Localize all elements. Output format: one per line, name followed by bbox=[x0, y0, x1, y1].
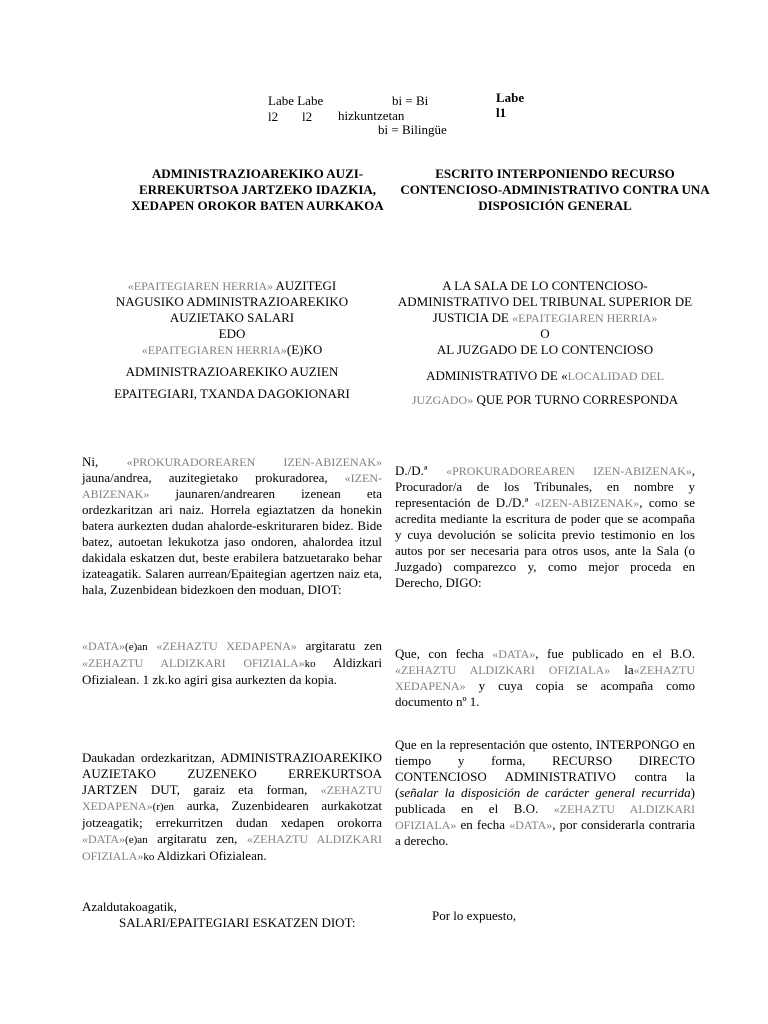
header-labe: Labe bbox=[496, 90, 525, 105]
template-field: LOCALIDAD DEL JUZGADO» bbox=[411, 369, 664, 407]
text: aurka, Zuzenbidearen aurkakotzat jotzeagatik; errekurritzen dudan xedapen orokorra bbox=[82, 798, 382, 830]
header-bi-bi: bi = Bi bbox=[392, 93, 429, 108]
text: , fue publicado en el B.O. bbox=[535, 646, 695, 661]
text: (e)an bbox=[125, 641, 148, 653]
left-closing-2: SALARI/EPAITEGIARI ESKATZEN DIOT: bbox=[119, 915, 356, 930]
text: , por considerarla contraria a derecho. bbox=[395, 817, 695, 848]
header-bi-bilingue: bi = Bilingüe bbox=[378, 122, 447, 137]
left-court-line5: ADMINISTRAZIOAREKIKO AUZIEN bbox=[125, 364, 339, 379]
text: ko bbox=[143, 851, 155, 863]
template-field: «DATA» bbox=[492, 647, 536, 661]
right-court-line2: AL JUZGADO DE LO CONTENCIOSO bbox=[436, 342, 654, 357]
left-court-line6: EPAITEGIARI, TXANDA DAGOKIONARI bbox=[114, 386, 350, 401]
right-title: ESCRITO INTERPONIENDO RECURSO CONTENCIOSO-ADMINISTRATIVO CONTRA UNA DISPOSICIÓN GENERAL bbox=[400, 166, 710, 213]
header-l2-b: l2 bbox=[302, 109, 313, 124]
template-field: «ZEHAZTU ALDIZKARI OFIZIALA» bbox=[395, 663, 611, 677]
template-field: «ZEHAZTU XEDAPENA» bbox=[82, 783, 382, 813]
right-court-o: O bbox=[540, 326, 550, 341]
template-field: «EPAITEGIAREN HERRIA» bbox=[127, 279, 274, 293]
text: ko bbox=[304, 658, 316, 670]
left-court-suffix: (E)KO bbox=[286, 342, 323, 357]
right-paragraph-1 bbox=[395, 463, 695, 591]
text: Que en la representación que ostento, INTERPONGO en tiempo y forma, RECURSO DIRECTO CONTENCIOSO ADMINISTRATIVO contra la ( bbox=[395, 737, 695, 800]
text: argitaratu zen bbox=[296, 638, 383, 653]
left-court-line2: NAGUSIKO ADMINISTRAZIOAREKIKO bbox=[115, 294, 349, 309]
right-court-line3 bbox=[395, 364, 695, 412]
text: ADMINISTRATIVO DE « bbox=[426, 368, 568, 383]
text: jaunaren/andrearen izenean eta ordezkaritzan ari naiz. Horrela egiaztatzen da honekin batera aurkezten dudan ahalorde-eskrituraren bidez. Bide batez, autoetan lekukotza jaso ondoren, ahalordea itzul dakidala eskatzen dut, beste erabilera batzuetarako behar izateagatik. Salaren aurrean/Epaitegian agertzen naiz eta, hala, Zuzenbidean bidezkoen den moduan, DIOT: bbox=[82, 486, 382, 597]
right-closing: Por lo expuesto, bbox=[432, 908, 517, 923]
template-field: «ZEHAZTU ALDIZKARI OFIZIALA» bbox=[82, 832, 382, 863]
template-field: «ZEHAZTU ALDIZKARI OFIZIALA» bbox=[82, 656, 305, 670]
text: (r)en bbox=[152, 801, 175, 813]
template-field: «ZEHAZTU ALDIZKARI OFIZIALA» bbox=[395, 802, 695, 832]
text: Que, con fecha bbox=[395, 646, 493, 661]
header-l2-a: l2 bbox=[268, 109, 279, 124]
text: , como se acredita mediante la escritura de poder que se acompaña y cuya devolución se solicita previo testimonio en los autos por ser necesaria para otros usos, ante la Sala (o Juzgado) comparezco y, como mejor proceda en Derecho, DIGO: bbox=[395, 495, 695, 590]
text: QUE POR TURNO CORRESPONDA bbox=[473, 392, 679, 407]
text: A LA SALA DE LO CONTENCIOSO-ADMINISTRATIVO DEL TRIBUNAL SUPERIOR DE JUSTICIA DE bbox=[397, 278, 693, 325]
left-court-edo: EDO bbox=[218, 326, 246, 341]
template-field: «IZEN-ABIZENAK» bbox=[82, 471, 382, 501]
template-field: «IZEN-ABIZENAK» bbox=[534, 496, 640, 510]
text: ) publicada en el B.O. bbox=[395, 785, 695, 816]
left-court-line1-rest: AUZITEGI bbox=[273, 278, 337, 293]
text: Ni, bbox=[82, 454, 127, 469]
header-hizkuntzetan: hizkuntzetan bbox=[338, 108, 405, 123]
template-field: «DATA» bbox=[509, 818, 553, 832]
template-field: «ZEHAZTU XEDAPENA» bbox=[156, 639, 297, 653]
template-field: «EPAITEGIAREN HERRIA» bbox=[512, 311, 658, 325]
left-paragraph-2 bbox=[82, 638, 382, 688]
template-field: «DATA» bbox=[82, 832, 126, 846]
template-field: «EPAITEGIAREN HERRIA» bbox=[141, 343, 287, 357]
left-court-line4 bbox=[82, 342, 382, 358]
left-paragraph-3 bbox=[82, 750, 382, 865]
left-paragraph-1 bbox=[82, 454, 382, 598]
text: argitaratu zen, bbox=[147, 831, 247, 846]
text: , Procurador/a de los Tribunales, en nombre y representación de D./D.ª bbox=[395, 463, 695, 510]
template-field: «DATA» bbox=[82, 639, 126, 653]
left-court-block bbox=[82, 278, 382, 402]
text: en fecha bbox=[456, 817, 510, 832]
text: la bbox=[610, 662, 634, 677]
template-field: «PROKURADOREAREN IZEN-ABIZENAK» bbox=[126, 455, 382, 469]
right-court-block bbox=[395, 278, 695, 412]
right-paragraph-2 bbox=[395, 646, 695, 710]
text: jauna/andrea, auzitegietako prokuradorea, bbox=[82, 470, 345, 485]
text: y cuya copia se acompaña como documento nº 1. bbox=[395, 678, 695, 709]
left-title: ADMINISTRAZIOAREKIKO AUZI-ERREKURTSOA JARTZEKO IDAZKIA, XEDAPEN OROKOR BATEN AURKAKOA bbox=[131, 166, 384, 213]
text: D./D.ª bbox=[395, 463, 447, 478]
left-closing-1: Azaldutakoagatik, bbox=[82, 899, 177, 914]
left-court-line1 bbox=[82, 278, 382, 294]
text: (e)an bbox=[125, 834, 148, 846]
template-field: «ZEHAZTU XEDAPENA» bbox=[395, 663, 695, 693]
text: Daukadan ordezkaritzan, ADMINISTRAZIOAREKIKO AUZIETAKO ZUZENEKO ERREKURTSOA JARTZEN DUT, garaiz eta forman, bbox=[82, 750, 382, 797]
header-labe-labe: Labe Labe bbox=[268, 93, 324, 108]
template-field: «PROKURADOREAREN IZEN-ABIZENAK» bbox=[446, 464, 692, 478]
text: Aldizkari Ofizialean. 1 zk.ko agiri gisa aurkezten da kopia. bbox=[82, 655, 382, 687]
right-court-line1 bbox=[395, 278, 695, 326]
header-l1: l1 bbox=[496, 105, 507, 120]
right-paragraph-3 bbox=[395, 737, 695, 849]
left-court-line3: AUZIETAKO SALARI bbox=[169, 310, 295, 325]
text: señalar la disposición de carácter general recurrida bbox=[399, 785, 691, 800]
text: Aldizkari Ofizialean. bbox=[154, 848, 267, 863]
